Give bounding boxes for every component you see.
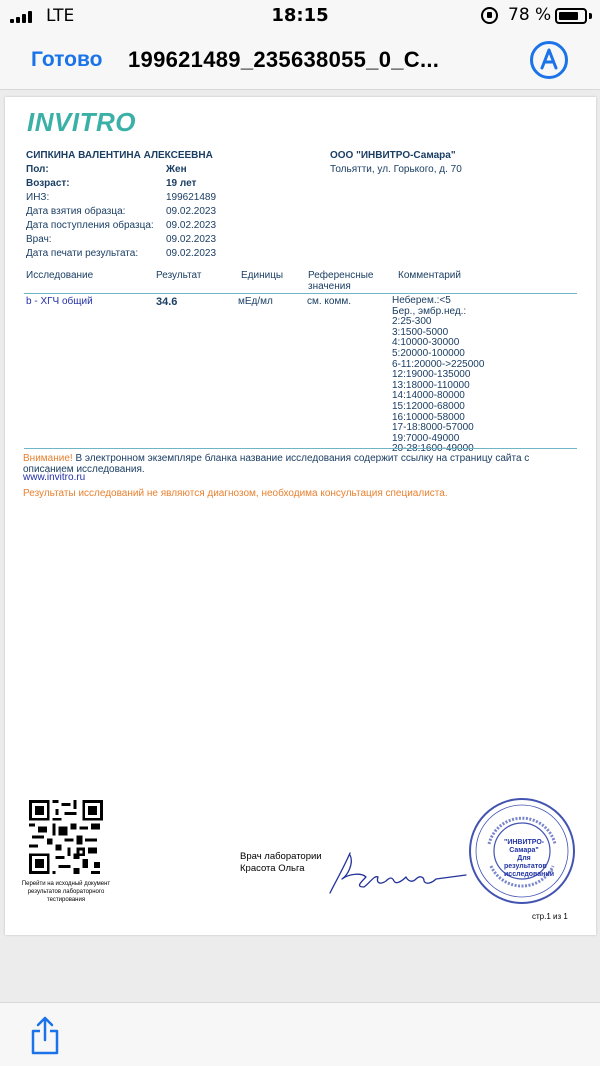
comment-line: 15:12000-68000 xyxy=(392,400,465,412)
info-value: 09.02.2023 xyxy=(166,220,217,231)
comment-line: 4:10000-30000 xyxy=(392,337,460,349)
info-label: Пол: xyxy=(26,164,49,175)
header-comment: Комментарий xyxy=(398,270,461,281)
battery-icon xyxy=(555,8,587,24)
info-value: 09.02.2023 xyxy=(166,234,217,245)
attention-label: Внимание! xyxy=(23,453,73,464)
info-label: Дата взятия образца: xyxy=(26,206,126,217)
comment-line: 2:25-300 xyxy=(392,316,432,328)
qr-code[interactable] xyxy=(29,800,103,874)
info-label: Дата печати результата: xyxy=(26,248,139,259)
disclaimer: Результаты исследований не являются диагнозом, необходима консультация специалиста. xyxy=(23,488,448,499)
header-test: Исследование xyxy=(26,270,94,281)
document-page xyxy=(5,97,596,935)
status-bar xyxy=(0,0,600,32)
doctor-label xyxy=(240,851,322,875)
comment-line: 19:7000-49000 xyxy=(392,432,460,444)
comment-line: 14:14000-80000 xyxy=(392,390,465,402)
comment-line: Бер., эмбр.нед.: xyxy=(392,305,467,317)
comment-line: 17-18:8000-57000 xyxy=(392,422,474,434)
nav-bar xyxy=(0,32,600,90)
stamp-text: "ИНВИТРО-Самара" Для результатов исследований xyxy=(504,839,554,878)
doctor-title: Врач лаборатории xyxy=(240,851,322,862)
comment-line: 12:19000-135000 xyxy=(392,369,471,381)
comment-line: 6-11:20000->225000 xyxy=(392,358,485,370)
battery-tip xyxy=(589,13,592,19)
header-reference xyxy=(308,270,374,292)
patient-name: СИПКИНА ВАЛЕНТИНА АЛЕКСЕЕВНА xyxy=(26,150,213,161)
test-comment xyxy=(392,296,484,455)
info-label: ИНЗ: xyxy=(26,192,50,203)
table-footer-divider xyxy=(24,448,577,449)
comment-line: 16:10000-58000 xyxy=(392,411,465,423)
done-button[interactable]: Готово xyxy=(31,48,103,71)
info-label: Врач: xyxy=(26,234,52,245)
carrier-label: LTE xyxy=(46,6,75,26)
attention-text: В электронном экземпляре бланка название исследования содержит ссылку на страницу сайта с описанием исследования. xyxy=(23,453,530,475)
test-name-link[interactable]: b - ХГЧ общий xyxy=(26,296,93,307)
info-value: 09.02.2023 xyxy=(166,248,217,259)
status-time: 18:15 xyxy=(271,5,329,26)
header-reference-line2: значения xyxy=(308,281,351,292)
rotation-lock-icon xyxy=(481,7,498,24)
qr-caption: Перейти на исходный документ результатов лабораторного тестирования xyxy=(21,881,111,903)
battery-fill xyxy=(559,12,578,20)
bottom-toolbar xyxy=(0,1002,600,1066)
signature xyxy=(320,843,470,899)
website-link[interactable]: www.invitro.ru xyxy=(23,472,86,483)
battery-percent: 78 % xyxy=(508,5,552,25)
comment-line: Неберем.:<5 xyxy=(392,295,451,306)
doctor-name: Красота Ольга xyxy=(240,863,305,874)
comment-line: 3:1500-5000 xyxy=(392,326,449,338)
header-reference-line1: Референсные xyxy=(308,270,374,281)
info-value: Жен xyxy=(166,164,187,175)
info-value: 199621489 xyxy=(166,192,217,203)
document-title: 199621489_235638055_0_C... xyxy=(128,47,440,72)
comment-line: 13:18000-110000 xyxy=(392,379,470,391)
lab-address: Тольятти, ул. Горького, д. 70 xyxy=(330,164,462,175)
info-label: Дата поступления образца: xyxy=(26,220,154,231)
attention-note xyxy=(23,453,579,475)
test-units: мЕд/мл xyxy=(238,296,273,307)
test-reference: см. комм. xyxy=(307,296,352,307)
markup-pen-icon[interactable] xyxy=(530,41,568,79)
test-result: 34.6 xyxy=(156,296,178,308)
page-number: стр.1 из 1 xyxy=(532,912,568,921)
header-result: Результат xyxy=(156,270,202,281)
comment-line: 5:20000-100000 xyxy=(392,347,465,359)
table-header-divider xyxy=(24,293,577,294)
invitro-logo: INVITRO xyxy=(27,107,136,137)
info-value: 19 лет xyxy=(166,178,197,189)
lab-name: ООО "ИНВИТРО-Самара" xyxy=(330,150,456,161)
info-value: 09.02.2023 xyxy=(166,206,217,217)
header-units: Единицы xyxy=(241,270,284,281)
share-icon[interactable] xyxy=(29,1016,61,1056)
info-label: Возраст: xyxy=(26,178,70,189)
